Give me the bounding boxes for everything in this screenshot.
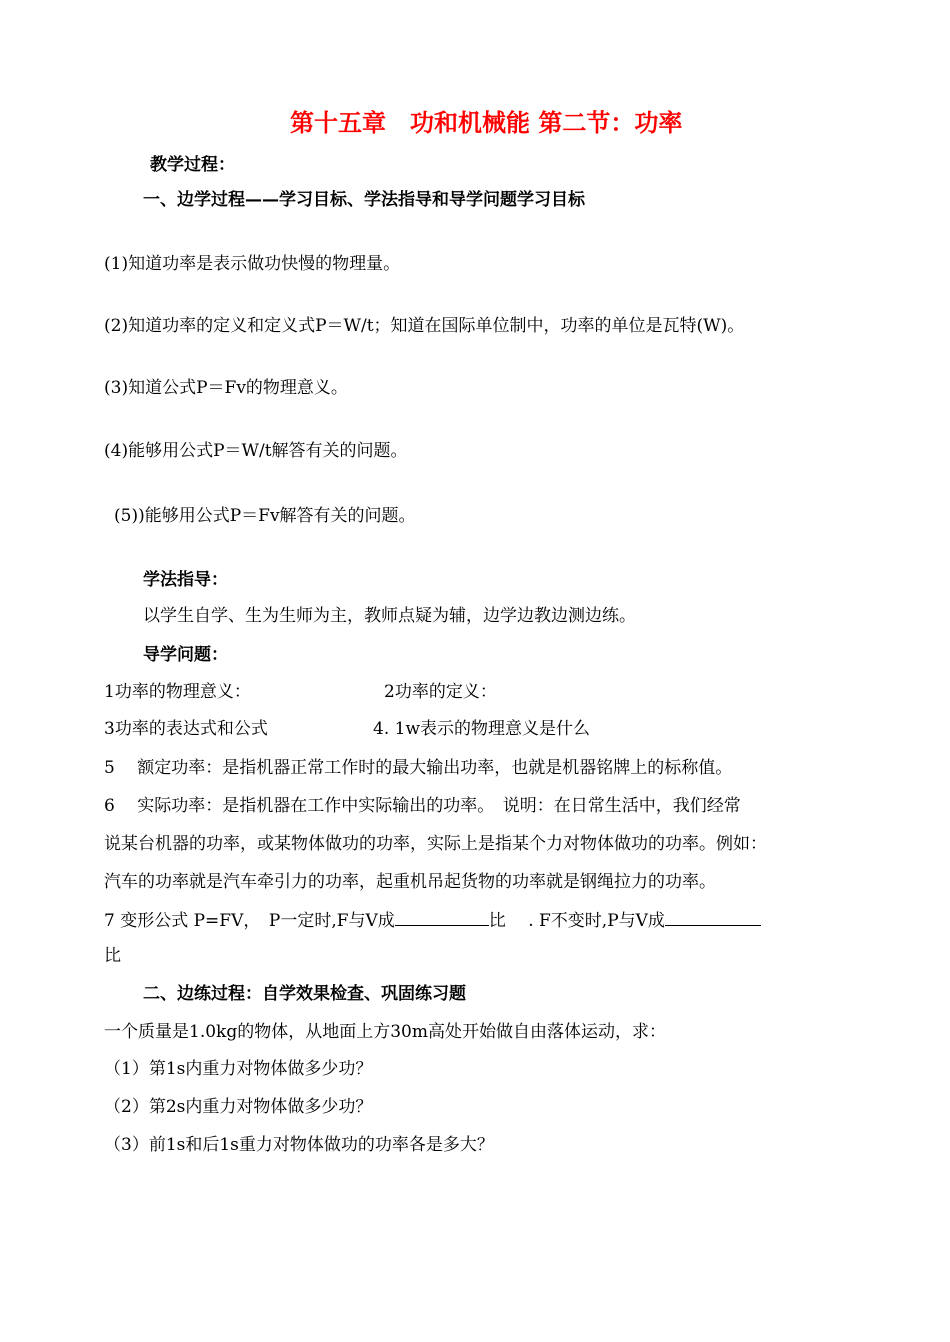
- process-heading: 教学过程：: [150, 155, 235, 175]
- problem-item: （2）第2s内重力对物体做多少功？: [104, 1097, 373, 1117]
- goal-item: (5))能够用公式P＝Fv解答有关的问题。: [114, 506, 416, 526]
- section2-heading: 二、边练过程：自学效果检查、巩固练习题: [143, 984, 466, 1004]
- method-text: 以学生自学、生为生师为主，教师点疑为辅，边学边教边测边练。: [143, 606, 636, 626]
- goal-item: (4)能够用公式P＝W/t解答有关的问题。: [104, 441, 408, 461]
- question-7-end: 比: [104, 946, 121, 966]
- answer-blank-1[interactable]: [395, 909, 489, 926]
- question-6-line2: 说某台机器的功率，或某物体做功的功率，实际上是指某个力对物体做功的功率。例如：: [104, 834, 767, 854]
- problem-item: （1）第1s内重力对物体做多少功？: [104, 1059, 373, 1079]
- question-7: [104, 909, 761, 931]
- question-6-line1: 6 实际功率：是指机器在工作中实际输出的功率。 说明：在日常生活中，我们经常: [104, 796, 741, 816]
- question-1: 1功率的物理意义：: [104, 682, 251, 702]
- question-3: 3功率的表达式和公式: [104, 719, 268, 739]
- goal-item: (3)知道公式P＝Fv的物理意义。: [104, 378, 348, 398]
- goal-item: (2)知道功率的定义和定义式P＝W/t；知道在国际单位制中，功率的单位是瓦特(W)。: [104, 316, 745, 336]
- question-6-line3: 汽车的功率就是汽车牵引力的功率，起重机吊起货物的功率就是钢绳拉力的功率。: [104, 872, 716, 892]
- question-5: 5 额定功率：是指机器正常工作时的最大输出功率，也就是机器铭牌上的标称值。: [104, 758, 733, 778]
- method-heading: 学法指导：: [143, 570, 228, 590]
- section1-heading: 一、边学过程——学习目标、学法指导和导学问题学习目标: [143, 190, 585, 210]
- question-7-part-b: 比 . F不变时,P与V成: [488, 911, 665, 931]
- page-title: 第十五章 功和机械能 第二节：功率: [290, 109, 683, 137]
- goal-item: (1)知道功率是表示做功快慢的物理量。: [104, 254, 401, 274]
- questions-heading: 导学问题：: [143, 645, 228, 665]
- question-4: 4. 1w表示的物理意义是什么: [373, 719, 590, 739]
- question-7-part-a: 7 变形公式 P=FV， P一定时,F与V成: [104, 911, 395, 931]
- problem-intro: 一个质量是1.0kg的物体，从地面上方30m高处开始做自由落体运动，求：: [104, 1022, 666, 1042]
- answer-blank-2[interactable]: [665, 909, 761, 926]
- question-2: 2功率的定义：: [384, 682, 497, 702]
- problem-item: （3）前1s和后1s重力对物体做功的功率各是多大？: [104, 1135, 494, 1155]
